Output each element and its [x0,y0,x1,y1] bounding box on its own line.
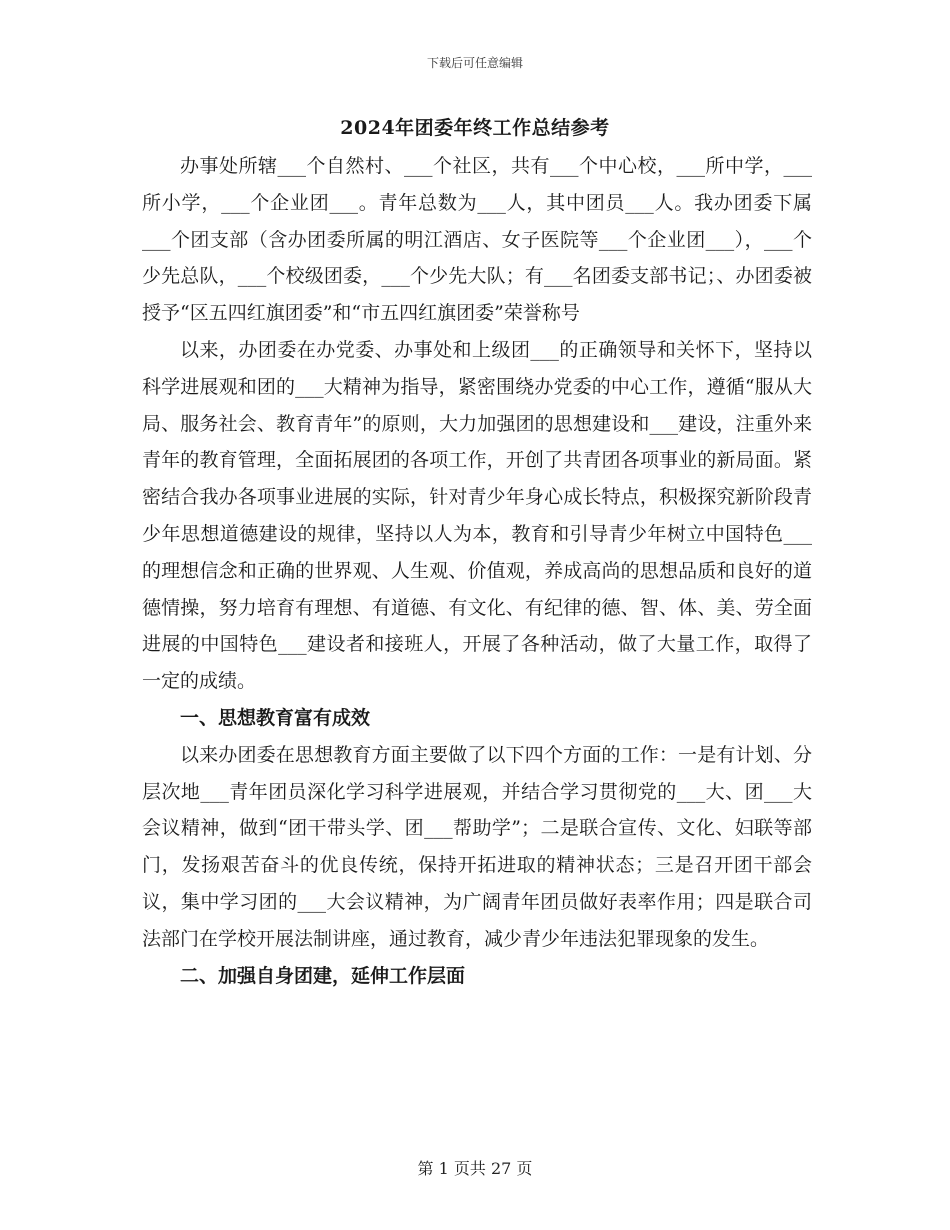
paragraph-overview: 以来，办团委在办党委、办事处和上级团___的正确领导和关怀下，坚持以科学进展观和团的___大精神为指导，紧密围绕办党委的中心工作，遵循“服从大局、服务社会、教育青年”的原则，大力加强团的思想建设和___建设，注重外来青年的教育管理，全面拓展团的各项工作，开创了共青团各项事业的新局面。紧密结合我办各项事业进展的实际，针对青少年身心成长特点，积极探究新阶段青少年思想道德建设的规律，坚持以人为本，教育和引导青少年树立中国特色___的理想信念和正确的世界观、人生观、价值观，养成高尚的思想品质和良好的道德情操，努力培育有理想、有道德、有文化、有纪律的德、智、体、美、劳全面进展的中国特色___建设者和接班人，开展了各种活动，做了大量工作，取得了一定的成绩。 [142,338,812,693]
page-header-note: 下载后可任意编辑 [426,56,523,70]
paragraph-intro: 办事处所辖___个自然村、___个社区，共有___个中心校，___所中学，___所小学，___个企业团___。青年总数为___人，其中团员___人。我办团委下属___个团支部（含办团委所属的明江酒店、女子医院等___个企业团___），___个少先总队，___个校级团委，___个少先大队；有___名团委支部书记；、办团委被授予“区五四红旗团委”和“市五四红旗团委”荣誉称号 [142,155,812,325]
section-heading-2: 二、加强自身团建，延伸工作层面 [180,964,466,987]
document-body [142,148,812,994]
page-number: 第 1 页共 27 页 [417,1159,533,1178]
document-title: 2024年团委年终工作总结参考 [340,117,610,139]
paragraph-section-1: 以来办团委在思想教育方面主要做了以下四个方面的工作：一是有计划、分层次地___青年团员深化学习科学进展观，并结合学习贯彻党的___大、团___大会议精神，做到“团干带头学、团___帮助学”；二是联合宣传、文化、妇联等部门，发扬艰苦奋斗的优良传统，保持开拓进取的精神状态；三是召开团干部会议，集中学习团的___大会议精神，为广阔青年团员做好表率作用；四是联合司法部门在学校开展法制讲座，通过教育，减少青少年违法犯罪现象的发生。 [142,743,812,950]
section-heading-1: 一、思想教育富有成效 [180,706,371,729]
